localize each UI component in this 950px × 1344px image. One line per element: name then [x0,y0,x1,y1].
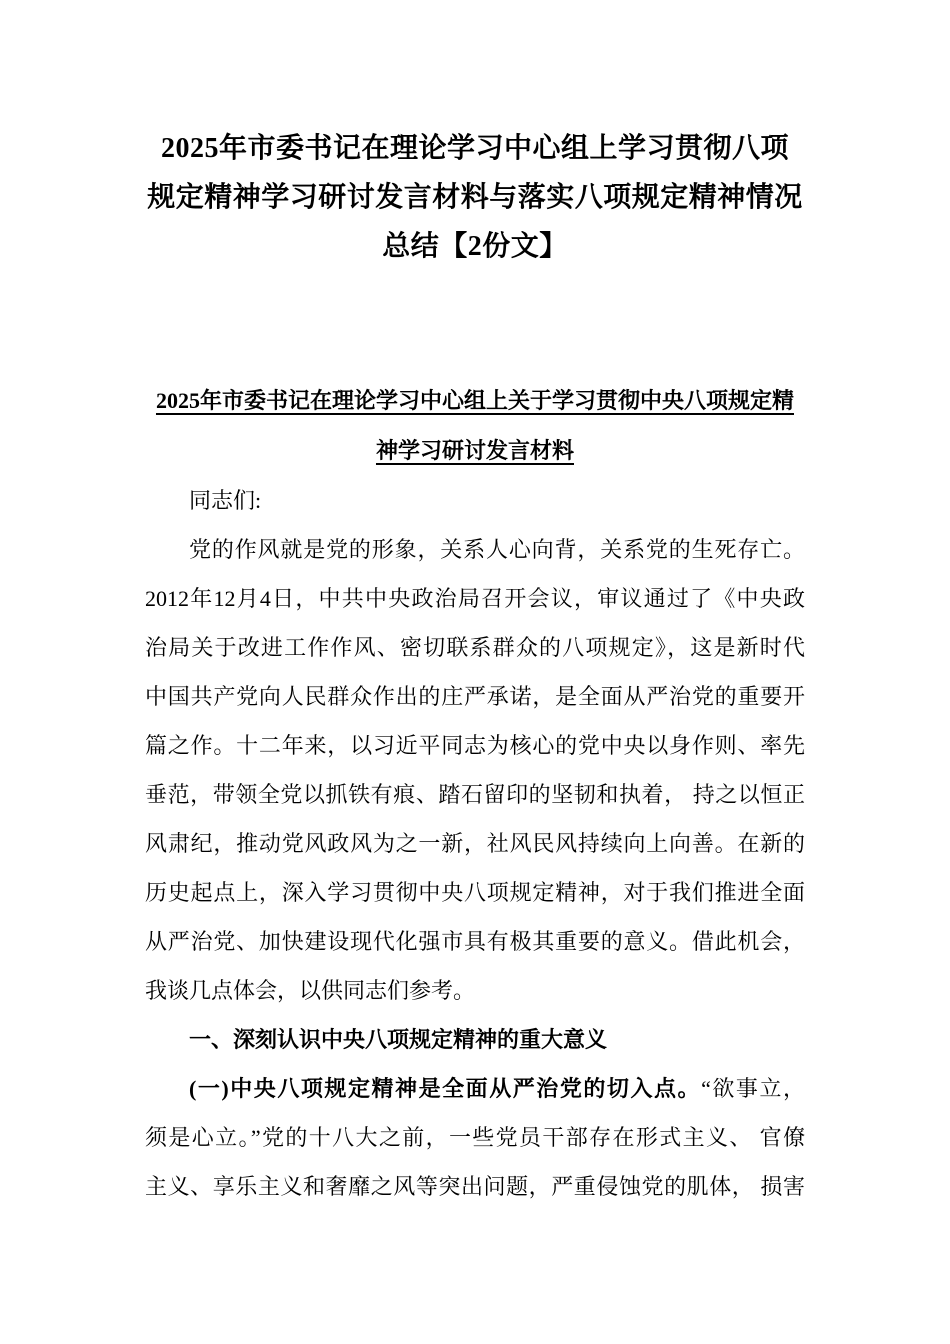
body-text-segment: 2012年12月4日，中共中央政治局召开会议，审议通过了《中央政 [145,586,805,611]
subtitle-line [145,426,805,476]
body-text-segment: 一、深刻认识中央八项规定精神的重大意义 [189,1027,608,1052]
body-text-segment: 我谈几点体会，以供同志们参考。 [145,978,476,1003]
body-text-segment: 历史起点上，深入学习贯彻中央八项规定精神，对于我们推进全面 [145,880,805,905]
document-title [145,124,805,271]
body-text-segment: 篇之作。十二年来，以习近平同志为核心的党中央以身作则、率先 [145,733,805,758]
body-line [145,1162,805,1211]
body-line [145,1015,805,1064]
body-line [145,1064,805,1113]
subtitle-line-text: 2025年市委书记在理论学习中心组上关于学习贯彻中央八项规定精 [155,388,794,413]
title-line: 规定精神学习研讨发言材料与落实八项规定精神情况 [147,182,803,213]
body-line [145,574,805,623]
title-line: 总结【2份文】 [382,231,568,262]
body-text-segment: 党的作风就是党的形象，关系人心向背，关系党的生死存亡。 [189,537,805,562]
body-line [145,525,805,574]
body-text-segment: 垂范，带领全党以抓铁有痕、踏石留印的坚韧和执着， 持之以恒正 [145,782,805,807]
body-text-segment: 同志们: [189,488,262,513]
body-line [145,623,805,672]
body-line [145,476,805,525]
body-text-segment: “欲事立， [701,1076,806,1101]
subtitle-line-text: 神学习研讨发言材料 [375,438,574,463]
body-text-segment: 治局关于改进工作作风、密切联系群众的八项规定》，这是新时代 [145,635,805,660]
document-subtitle [145,376,805,476]
body-line [145,770,805,819]
body-text-segment: 须是心立。”党的十八大之前，一些党员干部存在形式主义、 官僚 [145,1125,805,1150]
body-text-segment: 中国共产党向人民群众作出的庄严承诺，是全面从严治党的重要开 [145,684,805,709]
body-text-segment: 主义、享乐主义和奢靡之风等突出问题，严重侵蚀党的肌体， 损害 [145,1174,805,1199]
document-body [145,476,805,1211]
subtitle-line [145,376,805,426]
body-text-segment: 风肃纪，推动党风政风为之一新，社风民风持续向上向善。在新的 [145,831,805,856]
title-line: 2025年市委书记在理论学习中心组上学习贯彻八项 [160,133,789,164]
body-line [145,819,805,868]
body-line [145,672,805,721]
body-line [145,966,805,1015]
body-text-segment: (一)中央八项规定精神是全面从严治党的切入点。 [189,1076,702,1101]
body-line [145,917,805,966]
body-text-segment: 从严治党、加快建设现代化强市具有极其重要的意义。借此机会， [145,929,805,954]
body-line [145,721,805,770]
body-line [145,868,805,917]
body-line [145,1113,805,1162]
